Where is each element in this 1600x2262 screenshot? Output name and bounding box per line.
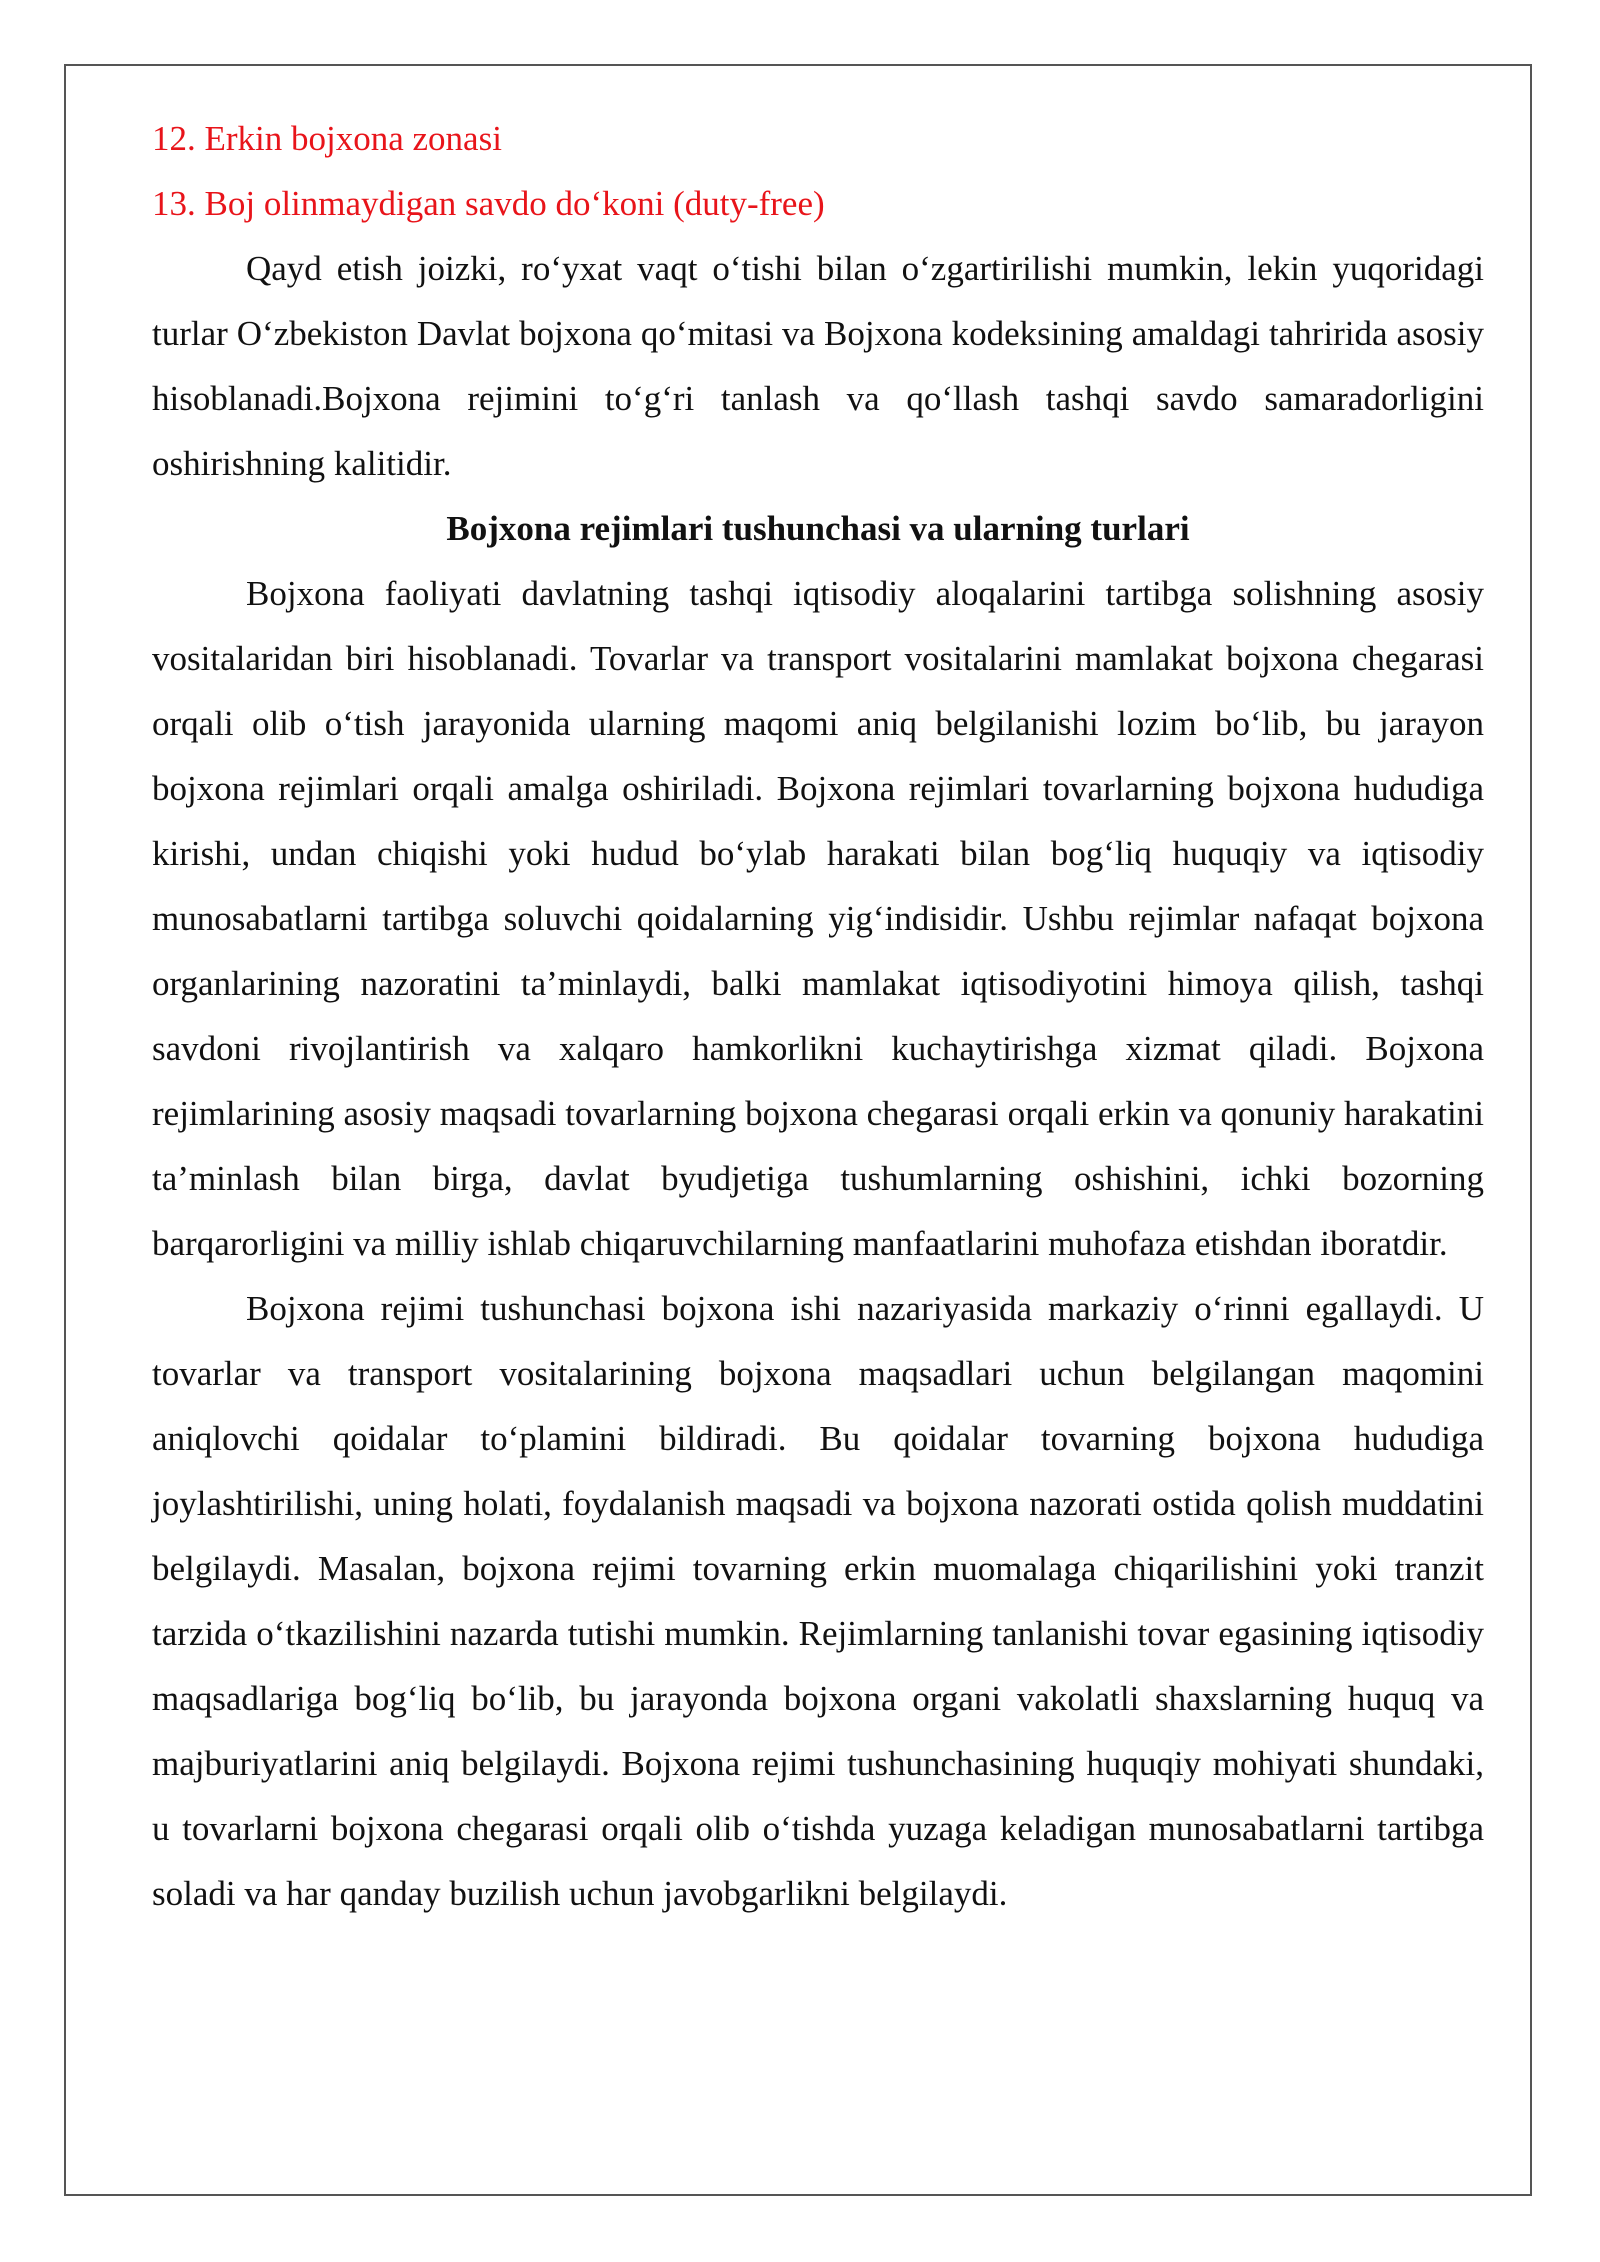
- body-paragraph-1: Bojxona faoliyati davlatning tashqi iqtisodiy aloqalarini tartibga solishning asosiy vositalaridan biri hisoblanadi. Tovarlar va transport vositalarini mamlakat bojxona chegarasi orqali olib o‘tish jarayonida ularning maqomi aniq belgilanishi lozim bo‘lib, bu jarayon bojxona rejimlari orqali amalga oshiriladi. Bojxona rejimlari tovarlarning bojxona hududiga kirishi, undan chiqishi yoki hudud bo‘ylab harakati bilan bog‘liq huquqiy va iqtisodiy munosabatlarni tartibga soluvchi qoidalarning yig‘indisidir. Ushbu rejimlar nafaqat bojxona organlarining nazoratini ta’minlaydi, balki mamlakat iqtisodiyotini himoya qilish, tashqi savdoni rivojlantirish va xalqaro hamkorlikni kuchaytirishga xizmat qiladi. Bojxona rejimlarining asosiy maqsadi tovarlarning bojxona chegarasi orqali erkin va qonuniy harakatini ta’minlash bilan birga, davlat byudjetiga tushumlarning oshishini, ichki bozorning barqarorligini va milliy ishlab chiqaruvchilarning manfaatlarini muhofaza etishdan iboratdir.: [152, 574, 1484, 1263]
- section-heading: Bojxona rejimlari tushunchasi va ularning turlari: [446, 509, 1190, 548]
- list-item-free-zone: 12. Erkin bojxona zonasi: [152, 119, 502, 158]
- body-paragraph-2: Bojxona rejimi tushunchasi bojxona ishi nazariyasida markaziy o‘rinni egallaydi. U tovarlar va transport vositalarining bojxona maqsadlari uchun belgilangan maqomini aniqlovchi qoidalar to‘plamini bildiradi. Bu qoidalar tovarning bojxona hududiga joylashtirilishi, uning holati, foydalanish maqsadi va bojxona nazorati ostida qolish muddatini belgilaydi. Masalan, bojxona rejimi tovarning erkin muomalaga chiqarilishini yoki tranzit tarzida o‘tkazilishini nazarda tutishi mumkin. Rejimlarning tanlanishi tovar egasining iqtisodiy maqsadlariga bog‘liq bo‘lib, bu jarayonda bojxona organi vakolatli shaxslarning huquq va majburiyatlarini aniq belgilaydi. Bojxona rejimi tushunchasining huquqiy mohiyati shundaki, u tovarlarni bojxona chegarasi orqali olib o‘tishda yuzaga keladigan munosabatlarni tartibga soladi va har qanday buzilish uchun javobgarlikni belgilaydi.: [152, 1289, 1484, 1913]
- list-item-duty-free: 13. Boj olinmaydigan savdo do‘koni (duty-free): [152, 184, 825, 223]
- document-body: [152, 106, 1484, 1926]
- note-paragraph: Qayd etish joizki, ro‘yxat vaqt o‘tishi bilan o‘zgartirilishi mumkin, lekin yuqoridagi turlar O‘zbekiston Davlat bojxona qo‘mitasi va Bojxona kodeksining amaldagi tahririda asosiy hisoblanadi.Bojxona rejimini to‘g‘ri tanlash va qo‘llash tashqi savdo samaradorligini oshirishning kalitidir.: [152, 249, 1484, 483]
